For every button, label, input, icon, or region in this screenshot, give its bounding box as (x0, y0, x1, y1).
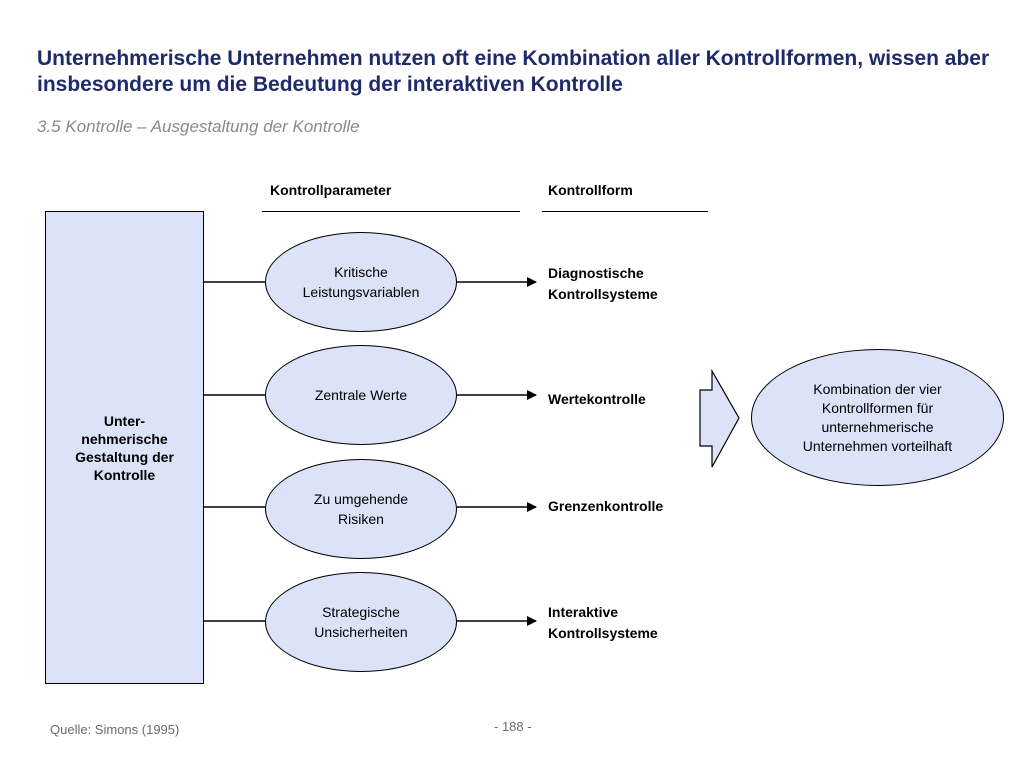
left-box-label: Unter- nehmerische Gestaltung der Kontrolle (75, 412, 174, 483)
page-number: - 188 - (494, 719, 532, 734)
parameter-ellipse-1 (265, 232, 457, 332)
page-title: Unternehmerische Unternehmen nutzen oft eine Kombination aller Kontrollformen, wissen aber insbesondere um die Bedeutung der interaktiven Kontrolle (37, 47, 990, 96)
parameter-ellipse-3 (265, 459, 457, 559)
result-ellipse (751, 349, 1004, 486)
result-label: Kombination der vier Kontrollformen für unternehmerische Unternehmen vorteilhaft (802, 380, 953, 454)
control-form-2: Wertekontrolle (548, 391, 646, 407)
parameter-label-2: Zentrale Werte (314, 387, 408, 403)
control-form-1: Diagnostische Kontrollsysteme (548, 265, 658, 302)
parameter-ellipse-2 (265, 345, 457, 445)
control-form-4: Interaktive Kontrollsysteme (548, 604, 658, 641)
page-subtitle: 3.5 Kontrolle – Ausgestaltung der Kontrolle (37, 117, 360, 136)
block-arrow-icon (700, 371, 739, 467)
parameter-ellipse-4 (265, 572, 457, 672)
left-box-gestaltung (45, 211, 204, 684)
control-form-3: Grenzenkontrolle (548, 498, 664, 514)
parameter-label-4: Strategische Unsicherheiten (314, 604, 408, 640)
source-note: Quelle: Simons (1995) (50, 722, 180, 737)
parameter-label-3: Zu umgehende Risiken (313, 491, 409, 527)
parameter-label-1: Kritische Leistungsvariablen (302, 264, 420, 300)
header-kontrollform: Kontrollform (548, 182, 633, 198)
header-kontrollparameter: Kontrollparameter (270, 182, 392, 198)
